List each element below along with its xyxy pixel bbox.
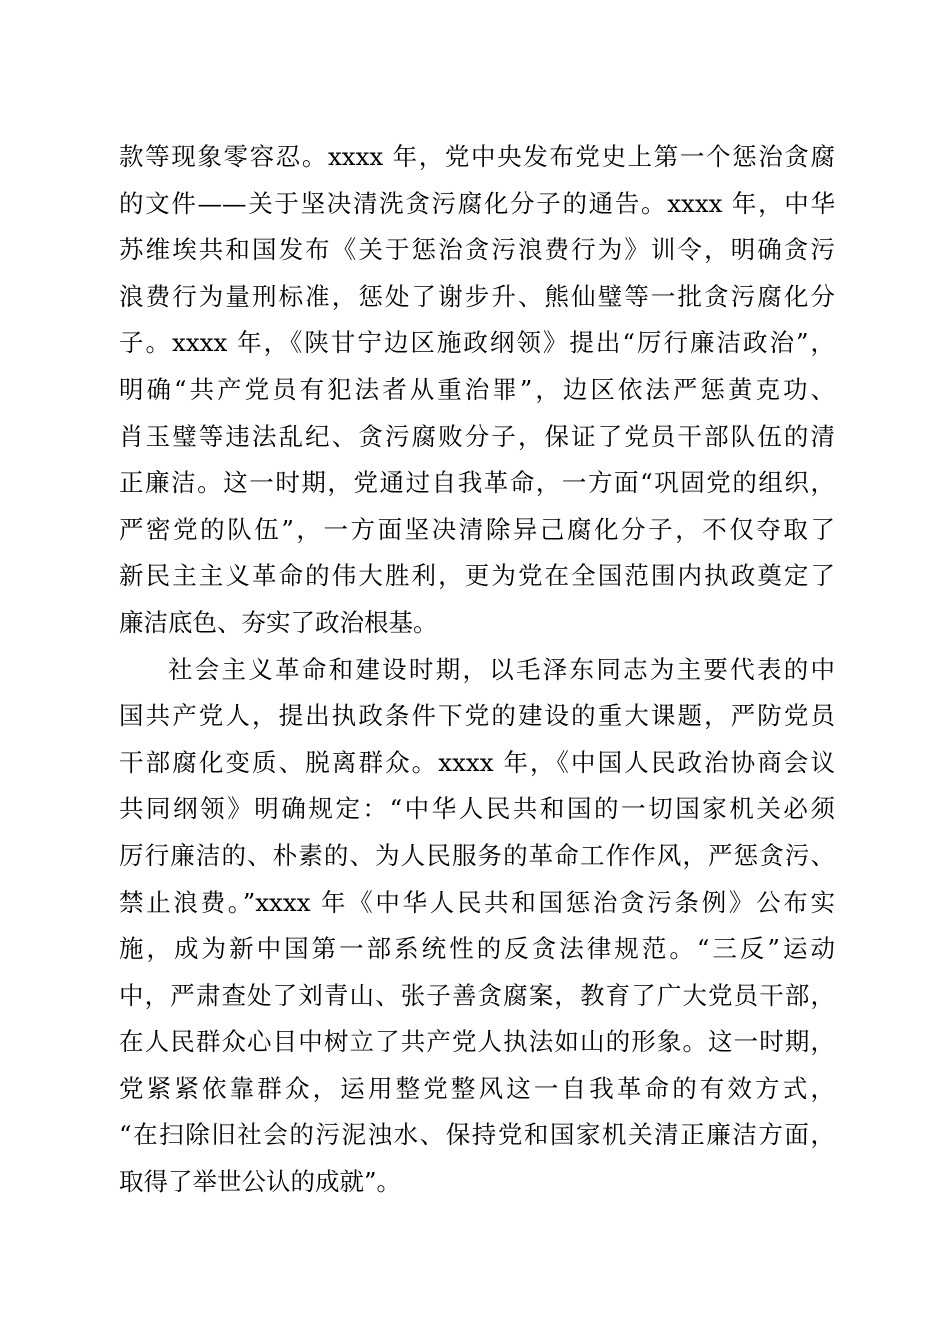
paragraph-line: 正廉洁。这一时期，党通过自我革命，一方面“巩固党的组织， (119, 468, 835, 498)
paragraph-line: 社会主义革命和建设时期，以毛泽东同志为主要代表的中 (168, 654, 835, 684)
paragraph-line: 款等现象零容忍。xxxx 年，党中央发布党史上第一个惩治贪腐 (119, 142, 835, 171)
paragraph-2 (119, 647, 835, 1206)
paragraph-line: 廉洁底色、夯实了政治根基。 (119, 607, 438, 637)
document-body (119, 134, 835, 1206)
paragraph-line: 国共产党人，提出执政条件下党的建设的重大课题，严防党员 (119, 701, 835, 731)
paragraph-line: “在扫除旧社会的污泥浊水、保持党和国家机关清正廉洁方面， (119, 1120, 835, 1150)
paragraph-line: 的文件——关于坚决清洗贪污腐化分子的通告。xxxx 年，中华 (119, 188, 835, 218)
paragraph-line: 共同纲领》明确规定：“中华人民共和国的一切国家机关必须 (119, 794, 835, 824)
paragraph-line: 子。xxxx 年，《陕甘宁边区施政纲领》提出“厉行廉洁政治”， (119, 328, 835, 358)
paragraph-line: 在人民群众心目中树立了共产党人执法如山的形象。这一时期， (119, 1027, 835, 1057)
paragraph-line: 苏维埃共和国发布《关于惩治贪污浪费行为》训令，明确贪污 (119, 235, 835, 265)
paragraph-line: 党紧紧依靠群众，运用整党整风这一自我革命的有效方式， (119, 1073, 835, 1103)
paragraph-line: 中，严肃查处了刘青山、张子善贪腐案，教育了广大党员干部， (119, 980, 835, 1010)
paragraph-line: 新民主主义革命的伟大胜利，更为党在全国范围内执政奠定了 (119, 561, 835, 591)
paragraph-line: 肖玉璧等违法乱纪、贪污腐败分子，保证了党员干部队伍的清 (119, 421, 835, 451)
paragraph-line: 干部腐化变质、脱离群众。xxxx 年，《中国人民政治协商会议 (119, 747, 835, 777)
paragraph-line: 浪费行为量刑标准，惩处了谢步升、熊仙璧等一批贪污腐化分 (119, 281, 835, 311)
paragraph-line: 明确“共产党员有犯法者从重治罪”，边区依法严惩黄克功、 (119, 374, 835, 404)
paragraph-line: 严密党的队伍”，一方面坚决清除异己腐化分子，不仅夺取了 (119, 514, 835, 544)
paragraph-line: 禁止浪费。”xxxx 年《中华人民共和国惩治贪污条例》公布实 (119, 887, 835, 917)
paragraph-line: 取得了举世公认的成就”。 (119, 1167, 402, 1197)
paragraph-line: 施，成为新中国第一部系统性的反贪法律规范。“三反”运动 (119, 934, 835, 964)
paragraph-line: 厉行廉洁的、朴素的、为人民服务的革命工作作风，严惩贪污、 (119, 840, 835, 870)
paragraph-1 (119, 134, 835, 647)
